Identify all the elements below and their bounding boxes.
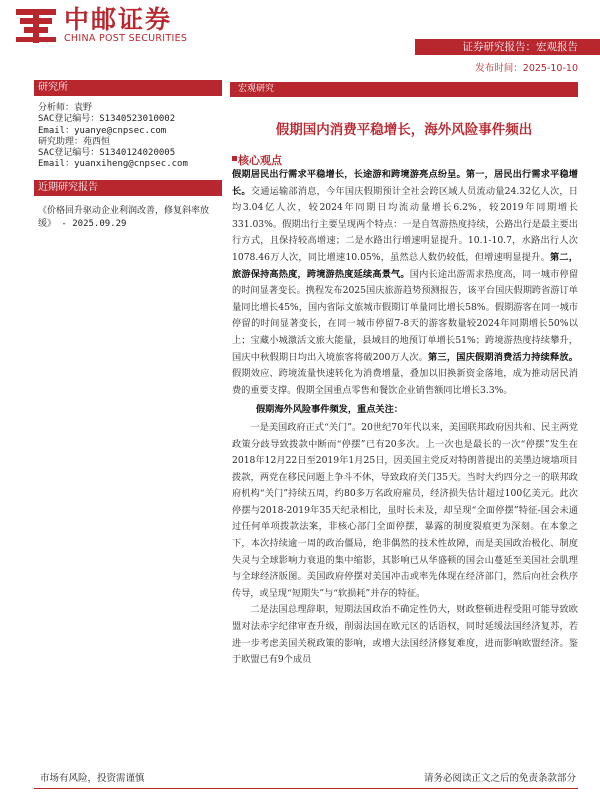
- company-logo: [14, 4, 214, 48]
- section-heading: 核心观点: [238, 154, 282, 167]
- analyst-line: 分析师：袁野: [38, 103, 93, 113]
- analyst-line: 研究助理：苑西恒: [38, 136, 111, 147]
- analyst-email[interactable]: Email：yuanxiheng@cnpsec.com: [38, 159, 188, 170]
- footer-divider: [34, 788, 578, 789]
- section-bullet-icon: [232, 156, 237, 161]
- analyst-line: SAC登记编号：S1340523010002: [38, 114, 176, 125]
- paragraph-text: 国内长途出游需求热度高，同一城市停留的时间显著变长。携程发布2025国庆旅游趋势预测报告，该平台国庆假期跨省游订单量同比增长45%，国内省际文旅城市假期订单量同比增长58%。假期游客在同一城市停留的时间显著变长，在同一城市停留7-8天的游客数量较2024年同期增长50%以上；宝藏小城激活文旅大能量，县域目的地预订单增长51%；跨境游热度持续攀升，国庆中秋假期日均出入境旅客将破200万人次。: [232, 268, 579, 363]
- analyst-info: [38, 103, 224, 171]
- research-institute-header: 研究所: [34, 80, 222, 96]
- key-point-2: 第二，旅游保持高热度，跨境游热度延续高景气。: [232, 251, 578, 280]
- report-type: 证券研究报告：宏观报告: [462, 41, 578, 53]
- key-point-1: 假期居民出行需求平稳增长，长途游和跨境游亮点纷呈。第一，居民出行需求平稳增长。: [232, 169, 578, 197]
- paragraph-text: 假期效应、跨境流量快速转化为消费增量，叠加以旧换新资金落地，成为推动居民消费的重要支撑。假期全国重点零售和餐饮企业销售额同比增长3.3%。: [232, 368, 578, 396]
- china-post-logo-icon: [14, 6, 58, 46]
- recent-reports-header: 近期研究报告: [34, 180, 222, 196]
- paragraph-text: 交通运输部消息，今年国庆假期预计全社会跨区域人员流动量24.32亿人次，日均3.04亿人次，较2024年同期日均流动量增长6.2%，较2019年同期增长331.03%。假期出行主要呈现两个特点：一是自驾游热度持续，公路出行是最主要出行方式，且保持较高增速；二是水路出行增速明显提升。10.1-10.7，水路出行人次1078.46万人次，同比增速10.05%，虽然总人数仍较低，但增速明显提升。: [232, 185, 578, 263]
- paragraph-1: [232, 167, 578, 399]
- report-type-banner: [415, 39, 600, 55]
- disclaimer-note: 请务必阅读正文之后的免责条款部分: [423, 773, 576, 784]
- paragraph-2: 一是美国政府正式“关门”。20世纪70年代以来，美国联邦政府因共和、民主两党政策分歧导致拨款中断而“停摆”已有20多次。上一次也是最长的一次“停摆”发生在2018年12月22日至2019年1月25日，因美国主党反对特朗普提出的美墨边境墙项目拨款，两党在移民问题上争斗不休，导致政府关门35天。当时大约四分之一的联邦政府机构“关门”持续五周，约80多万名政府雇员，经济损失估计超过100亿美元。此次停摆与2018-2019年35天纪录相比，虽时长未及，却呈现“全面停摆”特征-国会未通过任何单项拨款法案，非核心部门全面停摆，暴露的制度裂痕更为深刻。在本象之下，本次持续逾一周的政治僵局，绝非偶然的技术性故障，而是美国政治极化、制度失灵与全球影响力衰退的集中缩影，其影响已从华盛顿的国会山蔓延至美国社会肌理与全球经济版图。美国政府停摆对美国冲击或率先体现在经济部门，然后向社会秩序传导，或呈现“短期失”与“软损耗”并存的特征。: [232, 421, 578, 599]
- risk-warning: 市场有风险，投资需谨慎: [40, 773, 145, 784]
- logo-chinese-name: 中邮证券: [64, 5, 173, 34]
- recent-report-item[interactable]: 《价格回升驱动企业利润改善，修复斜率放缓》 - 2025.09.29: [38, 206, 210, 229]
- publish-date: 发布时间：2025-10-10: [475, 63, 578, 74]
- analyst-email[interactable]: Email：yuanye@cnpsec.com: [38, 125, 167, 136]
- analyst-line: SAC登记编号：S1340124020005: [38, 148, 176, 159]
- key-point-3: 第三，国庆假期消费活力持续释放。: [428, 351, 578, 363]
- logo-english-name: CHINA POST SECURITIES: [64, 33, 188, 44]
- report-body: [232, 167, 578, 669]
- sub-heading: 假期海外风险事件频发，重点关注：: [256, 404, 403, 416]
- paragraph-3: 二是法国总理辞职，短期法国政治不确定性仍大，财政整顿进程受阻可能导致欧盟对法赤字纪律审查升级，削弱法国在欧元区的话语权，同时延缓法国经济复苏，若进一步考虑美国关税政策的影响，或增大法国经济修复难度，进而影响欧盟经济。鉴于欧盟已有9个成员: [232, 604, 578, 666]
- category-tag: 宏观研究: [230, 82, 578, 97]
- report-title: 假期国内消费平稳增长，海外风险事件频出: [275, 122, 533, 138]
